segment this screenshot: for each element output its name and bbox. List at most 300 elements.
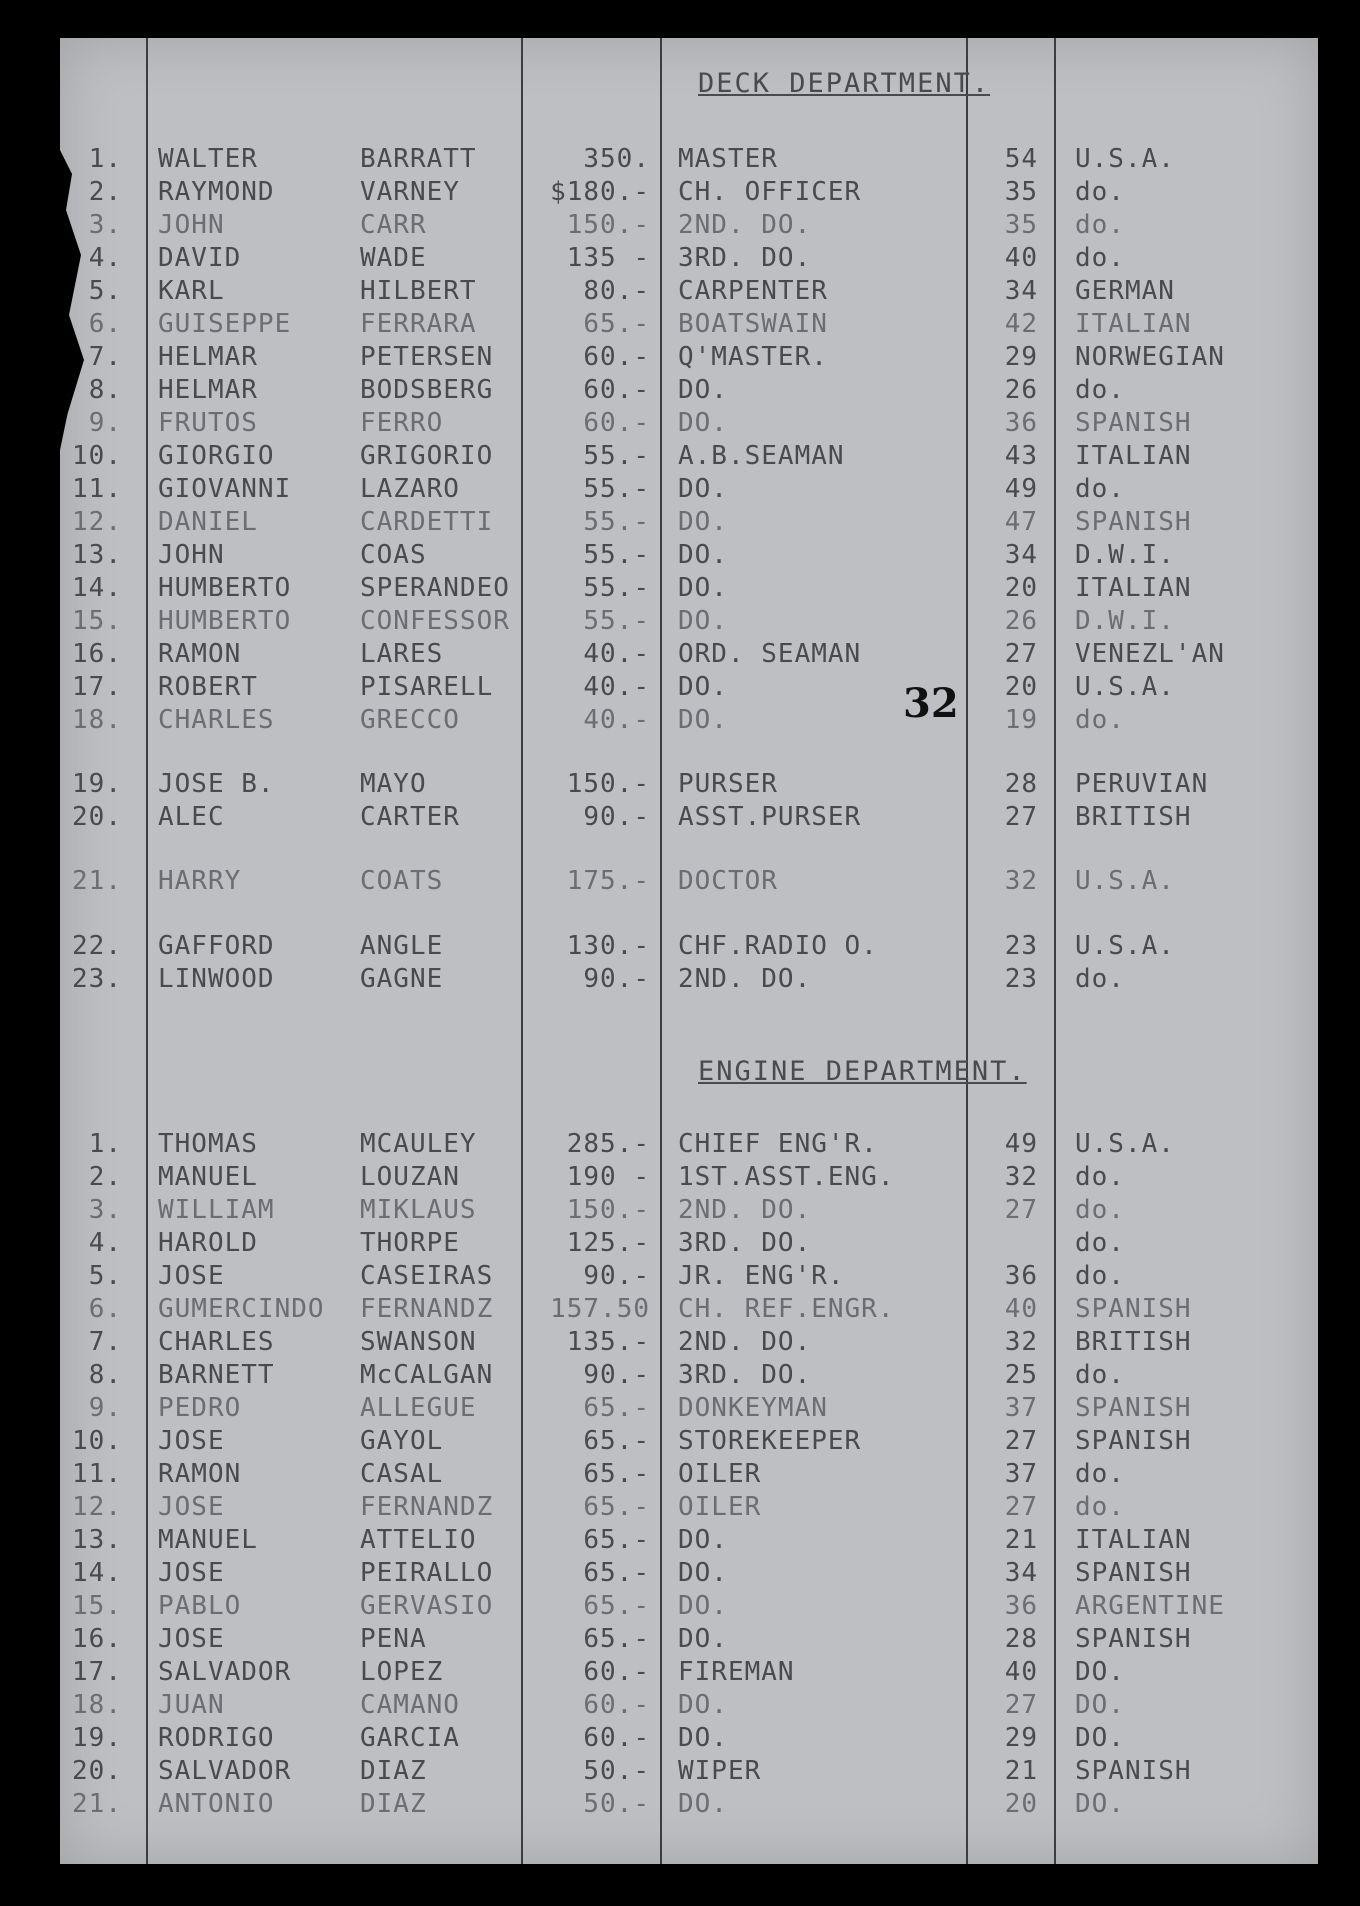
deck-rank: DO.: [678, 573, 728, 603]
deck-rank: DO.: [678, 672, 728, 702]
deck-last-name: COATS: [360, 866, 444, 896]
engine-nationality: do.: [1075, 1261, 1125, 1291]
deck-age: 26: [1004, 606, 1038, 636]
deck-first-name: ALEC: [158, 802, 225, 832]
engine-wage: 285.-: [566, 1129, 650, 1159]
deck-last-name: GRIGORIO: [360, 441, 494, 471]
deck-wage: 175.-: [566, 866, 650, 896]
deck-last-name: ANGLE: [360, 931, 444, 961]
deck-row-number: 11.: [72, 474, 122, 504]
engine-first-name: BARNETT: [158, 1360, 275, 1390]
deck-nationality: D.W.I.: [1075, 606, 1175, 636]
engine-last-name: CAMANO: [360, 1690, 460, 1720]
deck-first-name: RAYMOND: [158, 177, 275, 207]
deck-first-name: WALTER: [158, 144, 258, 174]
engine-table-row: [0, 1229, 1360, 1261]
engine-rank: CHIEF ENG'R.: [678, 1129, 878, 1159]
engine-age: 36: [1004, 1591, 1038, 1621]
deck-row-number: 12.: [72, 507, 122, 537]
deck-first-name: DANIEL: [158, 507, 258, 537]
engine-age: 34: [1004, 1558, 1038, 1588]
deck-first-name: HARRY: [158, 866, 242, 896]
engine-row-number: 19.: [72, 1723, 122, 1753]
engine-age: 29: [1004, 1723, 1038, 1753]
deck-first-name: FRUTOS: [158, 408, 258, 438]
engine-last-name: THORPE: [360, 1228, 460, 1258]
deck-age: 19: [1004, 705, 1038, 735]
engine-rank: DO.: [678, 1690, 728, 1720]
deck-row-number: 4.: [88, 243, 122, 273]
engine-first-name: PEDRO: [158, 1393, 242, 1423]
deck-rank: DO.: [678, 408, 728, 438]
engine-nationality: SPANISH: [1075, 1756, 1192, 1786]
deck-age: 27: [1004, 639, 1038, 669]
engine-first-name: ANTONIO: [158, 1789, 275, 1819]
engine-first-name: SALVADOR: [158, 1657, 292, 1687]
engine-table-row: [0, 1130, 1360, 1162]
engine-first-name: CHARLES: [158, 1327, 275, 1357]
deck-table-row: [0, 541, 1360, 573]
deck-row-number: 10.: [72, 441, 122, 471]
engine-rank: WIPER: [678, 1756, 762, 1786]
deck-wage: 60.-: [583, 375, 650, 405]
engine-nationality: ITALIAN: [1075, 1525, 1192, 1555]
deck-nationality: do.: [1075, 705, 1125, 735]
deck-rank: A.B.SEAMAN: [678, 441, 845, 471]
deck-last-name: COAS: [360, 540, 427, 570]
engine-wage: 60.-: [583, 1723, 650, 1753]
engine-row-number: 12.: [72, 1492, 122, 1522]
engine-nationality: ARGENTINE: [1075, 1591, 1225, 1621]
engine-rank: DO.: [678, 1624, 728, 1654]
deck-nationality: U.S.A.: [1075, 931, 1175, 961]
engine-wage: 65.-: [583, 1393, 650, 1423]
engine-row-number: 20.: [72, 1756, 122, 1786]
engine-rank: DO.: [678, 1789, 728, 1819]
deck-nationality: U.S.A.: [1075, 144, 1175, 174]
deck-table-row: [0, 343, 1360, 375]
engine-nationality: DO.: [1075, 1690, 1125, 1720]
deck-row-number: 9.: [88, 408, 122, 438]
engine-last-name: CASAL: [360, 1459, 444, 1489]
engine-nationality: do.: [1075, 1360, 1125, 1390]
engine-last-name: McCALGAN: [360, 1360, 494, 1390]
engine-row-number: 6.: [88, 1294, 122, 1324]
engine-table-row: [0, 1757, 1360, 1789]
deck-first-name: GIORGIO: [158, 441, 275, 471]
engine-last-name: PENA: [360, 1624, 427, 1654]
engine-nationality: do.: [1075, 1195, 1125, 1225]
engine-last-name: PEIRALLO: [360, 1558, 494, 1588]
deck-table-row: [0, 607, 1360, 639]
engine-table-row: [0, 1394, 1360, 1426]
engine-first-name: JOSE: [158, 1426, 225, 1456]
deck-nationality: BRITISH: [1075, 802, 1192, 832]
deck-table-row: [0, 244, 1360, 276]
engine-rank: DONKEYMAN: [678, 1393, 828, 1423]
engine-row-number: 11.: [72, 1459, 122, 1489]
engine-row-number: 4.: [88, 1228, 122, 1258]
engine-first-name: SALVADOR: [158, 1756, 292, 1786]
engine-table-row: [0, 1493, 1360, 1525]
engine-rank: 2ND. DO.: [678, 1327, 812, 1357]
deck-age: 35: [1004, 210, 1038, 240]
deck-row-number: 17.: [72, 672, 122, 702]
engine-rank: OILER: [678, 1459, 762, 1489]
deck-table-row: [0, 770, 1360, 802]
engine-last-name: FERNANDZ: [360, 1294, 494, 1324]
deck-nationality: do.: [1075, 375, 1125, 405]
deck-row-number: 16.: [72, 639, 122, 669]
engine-age: 27: [1004, 1426, 1038, 1456]
deck-rank: DO.: [678, 507, 728, 537]
engine-nationality: DO.: [1075, 1723, 1125, 1753]
deck-age: 32: [1004, 866, 1038, 896]
deck-nationality: ITALIAN: [1075, 309, 1192, 339]
deck-rank: 2ND. DO.: [678, 210, 812, 240]
deck-last-name: SPERANDEO: [360, 573, 510, 603]
engine-age: 20: [1004, 1789, 1038, 1819]
deck-table-row: [0, 442, 1360, 474]
engine-age: 21: [1004, 1756, 1038, 1786]
engine-wage: 50.-: [583, 1756, 650, 1786]
deck-rank: DO.: [678, 474, 728, 504]
deck-first-name: JOHN: [158, 540, 225, 570]
engine-last-name: DIAZ: [360, 1756, 427, 1786]
deck-wage: 65.-: [583, 309, 650, 339]
engine-table-row: [0, 1790, 1360, 1822]
engine-first-name: MANUEL: [158, 1162, 258, 1192]
engine-first-name: JOSE: [158, 1624, 225, 1654]
engine-wage: 65.-: [583, 1558, 650, 1588]
deck-table-row: [0, 673, 1360, 705]
engine-rank: FIREMAN: [678, 1657, 795, 1687]
deck-first-name: GIOVANNI: [158, 474, 292, 504]
deck-row-number: 19.: [72, 769, 122, 799]
deck-row-number: 1.: [88, 144, 122, 174]
deck-rank: Q'MASTER.: [678, 342, 828, 372]
engine-age: 28: [1004, 1624, 1038, 1654]
deck-wage: 55.-: [583, 507, 650, 537]
engine-nationality: SPANISH: [1075, 1558, 1192, 1588]
deck-first-name: JOSE B.: [158, 769, 275, 799]
engine-last-name: MCAULEY: [360, 1129, 477, 1159]
engine-nationality: SPANISH: [1075, 1624, 1192, 1654]
deck-last-name: PETERSEN: [360, 342, 494, 372]
deck-rank: DOCTOR: [678, 866, 778, 896]
engine-last-name: CASEIRAS: [360, 1261, 494, 1291]
engine-age: 27: [1004, 1195, 1038, 1225]
page-stamp-number: 32: [903, 680, 959, 727]
deck-last-name: FERRO: [360, 408, 444, 438]
deck-row-number: 8.: [88, 375, 122, 405]
engine-nationality: DO.: [1075, 1657, 1125, 1687]
engine-table-row: [0, 1526, 1360, 1558]
engine-wage: 135.-: [566, 1327, 650, 1357]
engine-row-number: 2.: [88, 1162, 122, 1192]
deck-nationality: do.: [1075, 210, 1125, 240]
deck-rank: BOATSWAIN: [678, 309, 828, 339]
engine-wage: 65.-: [583, 1426, 650, 1456]
deck-last-name: CARR: [360, 210, 427, 240]
deck-nationality: do.: [1075, 243, 1125, 273]
deck-first-name: LINWOOD: [158, 964, 275, 994]
engine-rank: DO.: [678, 1558, 728, 1588]
engine-nationality: SPANISH: [1075, 1393, 1192, 1423]
deck-wage: 40.-: [583, 639, 650, 669]
deck-last-name: PISARELL: [360, 672, 494, 702]
engine-row-number: 13.: [72, 1525, 122, 1555]
deck-nationality: do.: [1075, 964, 1125, 994]
engine-rank: STOREKEEPER: [678, 1426, 862, 1456]
deck-table-row: [0, 706, 1360, 738]
deck-age: 23: [1004, 964, 1038, 994]
engine-row-number: 18.: [72, 1690, 122, 1720]
deck-nationality: D.W.I.: [1075, 540, 1175, 570]
engine-row-number: 15.: [72, 1591, 122, 1621]
engine-nationality: SPANISH: [1075, 1426, 1192, 1456]
engine-table-row: [0, 1262, 1360, 1294]
deck-nationality: do.: [1075, 177, 1125, 207]
deck-nationality: SPANISH: [1075, 507, 1192, 537]
engine-table-row: [0, 1625, 1360, 1657]
engine-nationality: do.: [1075, 1228, 1125, 1258]
engine-wage: 65.-: [583, 1525, 650, 1555]
engine-first-name: HAROLD: [158, 1228, 258, 1258]
engine-table-row: [0, 1460, 1360, 1492]
deck-table-row: [0, 932, 1360, 964]
deck-first-name: GUISEPPE: [158, 309, 292, 339]
engine-row-number: 3.: [88, 1195, 122, 1225]
deck-wage: 150.-: [566, 210, 650, 240]
deck-row-number: 2.: [88, 177, 122, 207]
deck-age: 54: [1004, 144, 1038, 174]
engine-table-row: [0, 1163, 1360, 1195]
deck-wage: 55.-: [583, 441, 650, 471]
deck-wage: 130.-: [566, 931, 650, 961]
deck-table-row: [0, 409, 1360, 441]
deck-last-name: CARDETTI: [360, 507, 494, 537]
deck-age: 20: [1004, 672, 1038, 702]
engine-nationality: DO.: [1075, 1789, 1125, 1819]
deck-nationality: U.S.A.: [1075, 866, 1175, 896]
engine-last-name: ATTELIO: [360, 1525, 477, 1555]
engine-last-name: GERVASIO: [360, 1591, 494, 1621]
deck-wage: $180.-: [550, 177, 650, 207]
deck-age: 47: [1004, 507, 1038, 537]
engine-last-name: GAYOL: [360, 1426, 444, 1456]
deck-age: 27: [1004, 802, 1038, 832]
engine-wage: 65.-: [583, 1624, 650, 1654]
engine-last-name: MIKLAUS: [360, 1195, 477, 1225]
engine-wage: 157.50: [550, 1294, 650, 1324]
engine-table-row: [0, 1295, 1360, 1327]
engine-first-name: JUAN: [158, 1690, 225, 1720]
deck-table-row: [0, 178, 1360, 210]
engine-age: 40: [1004, 1657, 1038, 1687]
deck-row-number: 22.: [72, 931, 122, 961]
deck-wage: 135 -: [566, 243, 650, 273]
engine-department-heading: ENGINE DEPARTMENT.: [698, 1056, 1027, 1087]
engine-rank: DO.: [678, 1723, 728, 1753]
deck-wage: 40.-: [583, 672, 650, 702]
engine-nationality: do.: [1075, 1162, 1125, 1192]
deck-last-name: VARNEY: [360, 177, 460, 207]
deck-last-name: CONFESSOR: [360, 606, 510, 636]
deck-rank: CARPENTER: [678, 276, 828, 306]
deck-rank: ASST.PURSER: [678, 802, 862, 832]
deck-age: 28: [1004, 769, 1038, 799]
deck-wage: 40.-: [583, 705, 650, 735]
deck-nationality: NORWEGIAN: [1075, 342, 1225, 372]
engine-first-name: JOSE: [158, 1492, 225, 1522]
deck-last-name: LARES: [360, 639, 444, 669]
deck-table-row: [0, 277, 1360, 309]
deck-table-row: [0, 508, 1360, 540]
deck-age: 43: [1004, 441, 1038, 471]
engine-table-row: [0, 1691, 1360, 1723]
deck-row-number: 13.: [72, 540, 122, 570]
deck-rank: 2ND. DO.: [678, 964, 812, 994]
engine-row-number: 8.: [88, 1360, 122, 1390]
engine-table-row: [0, 1658, 1360, 1690]
deck-first-name: HUMBERTO: [158, 606, 292, 636]
deck-first-name: GAFFORD: [158, 931, 275, 961]
deck-first-name: HELMAR: [158, 375, 258, 405]
deck-wage: 350.: [583, 144, 650, 174]
deck-wage: 55.-: [583, 474, 650, 504]
engine-rank: 3RD. DO.: [678, 1360, 812, 1390]
deck-wage: 55.-: [583, 573, 650, 603]
deck-wage: 55.-: [583, 540, 650, 570]
deck-first-name: DAVID: [158, 243, 242, 273]
deck-rank: DO.: [678, 705, 728, 735]
deck-last-name: BARRATT: [360, 144, 477, 174]
deck-first-name: HUMBERTO: [158, 573, 292, 603]
deck-table-row: [0, 475, 1360, 507]
deck-last-name: MAYO: [360, 769, 427, 799]
engine-first-name: JOSE: [158, 1558, 225, 1588]
deck-rank: ORD. SEAMAN: [678, 639, 862, 669]
engine-age: 32: [1004, 1327, 1038, 1357]
deck-age: 26: [1004, 375, 1038, 405]
deck-age: 20: [1004, 573, 1038, 603]
engine-rank: OILER: [678, 1492, 762, 1522]
engine-age: 37: [1004, 1459, 1038, 1489]
engine-age: 32: [1004, 1162, 1038, 1192]
deck-row-number: 23.: [72, 964, 122, 994]
deck-nationality: PERUVIAN: [1075, 769, 1209, 799]
engine-rank: 3RD. DO.: [678, 1228, 812, 1258]
engine-age: 21: [1004, 1525, 1038, 1555]
engine-nationality: do.: [1075, 1459, 1125, 1489]
deck-table-row: [0, 376, 1360, 408]
deck-row-number: 6.: [88, 309, 122, 339]
engine-table-row: [0, 1724, 1360, 1756]
deck-nationality: U.S.A.: [1075, 672, 1175, 702]
engine-row-number: 10.: [72, 1426, 122, 1456]
engine-wage: 150.-: [566, 1195, 650, 1225]
deck-nationality: GERMAN: [1075, 276, 1175, 306]
deck-table-row: [0, 640, 1360, 672]
engine-rank: DO.: [678, 1525, 728, 1555]
deck-rank: 3RD. DO.: [678, 243, 812, 273]
deck-age: 36: [1004, 408, 1038, 438]
deck-nationality: do.: [1075, 474, 1125, 504]
engine-row-number: 21.: [72, 1789, 122, 1819]
engine-wage: 90.-: [583, 1261, 650, 1291]
engine-wage: 60.-: [583, 1690, 650, 1720]
deck-row-number: 20.: [72, 802, 122, 832]
deck-rank: MASTER: [678, 144, 778, 174]
deck-row-number: 7.: [88, 342, 122, 372]
deck-wage: 90.-: [583, 964, 650, 994]
deck-department-heading: DECK DEPARTMENT.: [698, 68, 991, 99]
engine-age: 27: [1004, 1492, 1038, 1522]
deck-table-row: [0, 965, 1360, 997]
engine-row-number: 1.: [88, 1129, 122, 1159]
engine-nationality: do.: [1075, 1492, 1125, 1522]
deck-nationality: ITALIAN: [1075, 573, 1192, 603]
engine-row-number: 9.: [88, 1393, 122, 1423]
engine-age: 25: [1004, 1360, 1038, 1390]
engine-last-name: LOUZAN: [360, 1162, 460, 1192]
engine-wage: 65.-: [583, 1459, 650, 1489]
engine-wage: 90.-: [583, 1360, 650, 1390]
engine-wage: 65.-: [583, 1492, 650, 1522]
engine-age: 49: [1004, 1129, 1038, 1159]
deck-last-name: GAGNE: [360, 964, 444, 994]
deck-age: 35: [1004, 177, 1038, 207]
engine-row-number: 7.: [88, 1327, 122, 1357]
deck-last-name: WADE: [360, 243, 427, 273]
deck-age: 34: [1004, 276, 1038, 306]
deck-first-name: CHARLES: [158, 705, 275, 735]
engine-last-name: GARCIA: [360, 1723, 460, 1753]
deck-nationality: VENEZL'AN: [1075, 639, 1225, 669]
engine-first-name: MANUEL: [158, 1525, 258, 1555]
deck-last-name: FERRARA: [360, 309, 477, 339]
deck-wage: 80.-: [583, 276, 650, 306]
engine-age: 27: [1004, 1690, 1038, 1720]
engine-nationality: BRITISH: [1075, 1327, 1192, 1357]
deck-rank: CHF.RADIO O.: [678, 931, 878, 961]
engine-last-name: FERNANDZ: [360, 1492, 494, 1522]
engine-first-name: GUMERCINDO: [158, 1294, 325, 1324]
deck-table-row: [0, 145, 1360, 177]
deck-nationality: SPANISH: [1075, 408, 1192, 438]
deck-table-row: [0, 867, 1360, 899]
deck-table-row: [0, 803, 1360, 835]
engine-wage: 65.-: [583, 1591, 650, 1621]
engine-first-name: JOSE: [158, 1261, 225, 1291]
deck-first-name: ROBERT: [158, 672, 258, 702]
deck-age: 29: [1004, 342, 1038, 372]
deck-table-row: [0, 211, 1360, 243]
engine-table-row: [0, 1328, 1360, 1360]
deck-first-name: RAMON: [158, 639, 242, 669]
engine-rank: CH. REF.ENGR.: [678, 1294, 895, 1324]
engine-rank: 1ST.ASST.ENG.: [678, 1162, 895, 1192]
engine-rank: DO.: [678, 1591, 728, 1621]
deck-table-row: [0, 574, 1360, 606]
engine-first-name: PABLO: [158, 1591, 242, 1621]
deck-rank: DO.: [678, 606, 728, 636]
deck-age: 23: [1004, 931, 1038, 961]
engine-last-name: ALLEGUE: [360, 1393, 477, 1423]
deck-age: 40: [1004, 243, 1038, 273]
engine-age: 40: [1004, 1294, 1038, 1324]
